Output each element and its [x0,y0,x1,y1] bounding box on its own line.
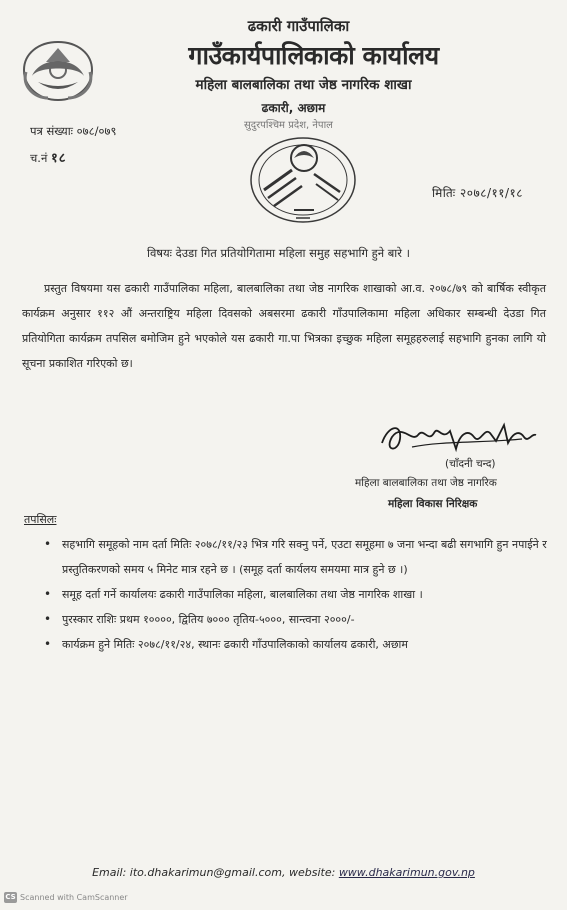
date-label: मितिः [432,186,456,200]
list-item: • पुरस्कार राशिः प्रथम १००००, द्वितिय ७००० तृतिय-५०००, सान्त्वना २०००/- [40,607,550,632]
signatory-title: महिला विकास निरिक्षक [388,498,478,510]
office-stamp-icon [244,130,362,230]
contact-footer [0,866,567,879]
office-address: ढकारी, अछाम [261,101,326,115]
letter-number-value: ०७८/०७९ [76,124,117,138]
camscanner-logo-icon: CS [5,893,16,901]
letter-number [30,124,116,139]
signatory-department: महिला बालबालिका तथा जेष्ठ नागरिक [355,477,497,489]
scanner-watermark [4,892,128,903]
list-item: • सहभागि समूहको नाम दर्ता मितिः २०७८/११/२३ भित्र गरि सक्नु पर्ने, एउटा समूहमा ७ जना भन्दा बढी सगभागि हुन नपाईने र प्रस्तुतिकरणको समय ५ मिनेट मात्र रहने छ । (समूह दर्ता कार्यलय समयमा मात्र हुने छ ।) [40,532,550,582]
date-value: २०७८/११/१८ [459,186,523,200]
dispatch-number-label: च.नं [30,151,48,165]
branch-name: महिला बालबालिका तथा जेष्ठ नागरिक शाखा [195,77,412,93]
province-line: सुदुरपश्चिम प्रदेश, नेपाल [244,120,333,131]
website-link[interactable]: www.dhakarimun.gov.np [338,866,475,879]
list-item: • कार्यक्रम हुने मितिः २०७८/११/२४, स्थानः ढकारी गाँउपालिकाको कार्यालय ढकारी, अछाम [40,632,550,657]
scanner-text: Scanned with CamScanner [20,893,128,902]
website-label: website: [288,866,336,879]
details-heading: तपसिलः [24,513,57,526]
email-label: Email: [92,866,127,879]
letter-date [432,184,523,201]
subject-line: विषयः देउडा गित प्रतियोगितामा महिला समुह सहभागि हुने बारे । [146,246,410,260]
office-name: गाउँकार्यपालिकाको कार्यालय [188,41,439,70]
signatory-name: (चाँदनी चन्द) [445,458,496,470]
dispatch-number-value: १८ [51,151,67,166]
list-item: • समूह दर्ता गर्ने कार्यालयः ढकारी गाउँपालिका महिला, बालबालिका तथा जेष्ठ नागरिक शाखा । [40,582,550,607]
municipality-name: ढकारी गाउँपालिका [247,17,350,35]
email-address[interactable]: ito.dhakarimun@gmail.com, [129,866,286,879]
dispatch-number [30,148,67,166]
details-list [40,532,550,657]
signature-icon [372,413,542,463]
body-paragraph: प्रस्तुत विषयमा यस ढकारी गाउँपालिका महिला, बालबालिका तथा जेष्ठ नागरिक शाखाको आ.व. २०७८/७९ को बार्षिक स्वीकृत कार्यक्रम अनुसार ११२ औं अन्तराष्ट्रिय महिला दिवसको अबसरमा ढकारी गाँउपालिकामा महिला अधिकार सम्बन्धी देउडा गित प्रतियोगिता कार्यक्रम तपसिल बमोजिम हुने भएकोले यस ढकारी गा.पा भित्रका इच्छुक महिला समूहहरुलाई सहभागि हुनका लागि यो सूचना प्रकाशित गरिएको छ। [22,282,546,370]
letter-number-label: पत्र संख्याः [30,124,74,138]
